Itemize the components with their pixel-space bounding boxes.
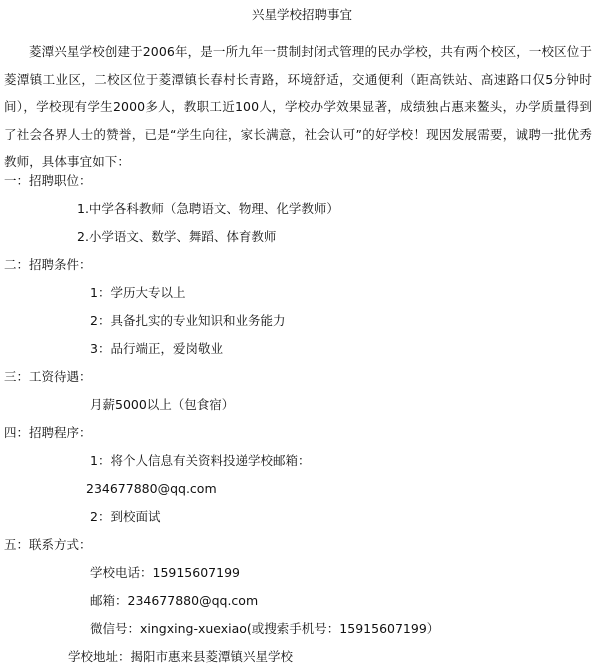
salary-item: 月薪5000以上（包食宿）: [90, 397, 235, 412]
section-heading-procedure: 四：招聘程序：: [4, 425, 92, 440]
contact-phone: 学校电话：15915607199: [90, 565, 240, 580]
section-heading-contact: 五：联系方式：: [4, 537, 92, 552]
position-item-1: 1.中学各科教师（急聘语文、物理、化学教师）: [77, 201, 339, 216]
requirement-item-1: 1：学历大专以上: [90, 285, 186, 300]
contact-wechat: 微信号：xingxing-xuexiao(或搜索手机号：15915607199）: [90, 621, 440, 636]
position-item-2: 2.小学语文、数学、舞蹈、体育教师: [77, 229, 277, 244]
section-heading-positions: 一：招聘职位：: [4, 173, 92, 188]
contact-email: 邮箱：234677880@qq.com: [90, 593, 259, 608]
procedure-email: 234677880@qq.com: [86, 481, 217, 496]
section-heading-requirements: 二：招聘条件：: [4, 257, 92, 272]
requirement-item-3: 3：品行端正，爱岗敬业: [90, 341, 223, 356]
contact-address: 学校地址：揭阳市惠来县菱潭镇兴星学校: [68, 649, 294, 664]
procedure-item-2: 2：到校面试: [90, 509, 161, 524]
intro-paragraph: 菱潭兴星学校创建于2006年，是一所九年一贯制封闭式管理的民办学校，共有两个校区，一校区位于菱潭镇工业区，二校区位于菱潭镇长春村长青路，环境舒适，交通便利（距高铁站、高速路口仅5分钟时间），学校现有学生2000多人，教职工近100人，学校办学效果显著，成绩独占惠来鳌头，办学质量得到了社会各界人士的赞誉，已是“学生向往，家长满意，社会认可”的好学校！现因发展需要，诚聘一批优秀教师，具体事宜如下：: [4, 44, 592, 169]
requirement-item-2: 2：具备扎实的专业知识和业务能力: [90, 313, 286, 328]
procedure-item-1: 1：将个人信息有关资料投递学校邮箱：: [90, 453, 311, 468]
document-title: 兴星学校招聘事宜: [251, 7, 352, 22]
section-heading-salary: 三：工资待遇：: [4, 369, 92, 384]
